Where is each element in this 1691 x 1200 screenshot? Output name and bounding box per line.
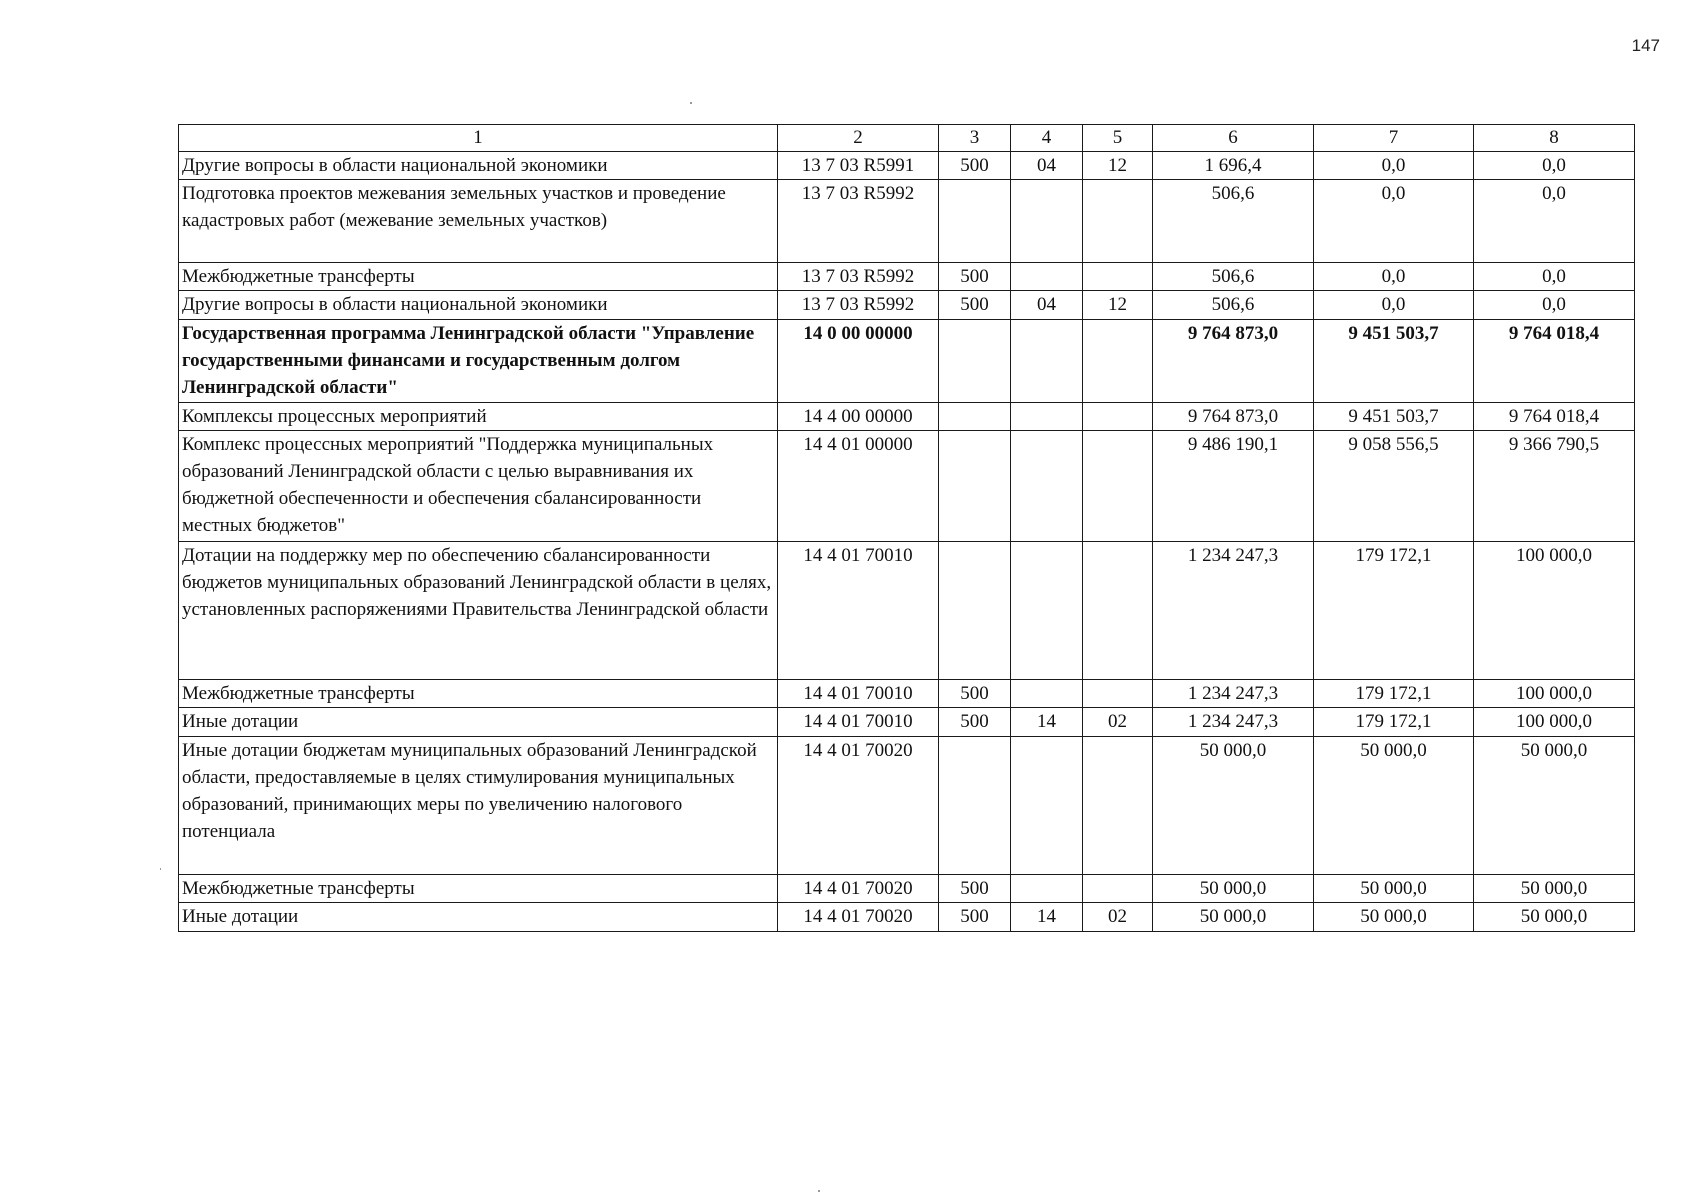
row-col5-cell [1083,542,1153,680]
table-row [179,403,1635,431]
row-name-cell: Другие вопросы в области национальной экономики [179,152,778,180]
row-col5-cell [1083,403,1153,431]
row-col3-cell [939,320,1011,403]
row-code-cell: 13 7 03 R5992 [778,180,939,263]
row-name-cell: Подготовка проектов межевания земельных участков и проведение кадастровых работ (межевание земельных участков) [179,180,778,263]
row-col4-cell [1011,403,1083,431]
row-code-cell: 14 0 00 00000 [778,320,939,403]
row-col8-cell: 9 764 018,4 [1474,403,1635,431]
row-col6-cell: 1 234 247,3 [1153,680,1314,708]
table-row [179,180,1635,263]
row-col7-cell: 0,0 [1314,291,1474,320]
row-code-cell: 14 4 00 00000 [778,403,939,431]
row-col5-cell [1083,680,1153,708]
row-code-cell: 13 7 03 R5992 [778,263,939,291]
header-cell: 6 [1153,125,1314,152]
row-col3-cell: 500 [939,263,1011,291]
row-col4-cell [1011,431,1083,542]
row-col7-cell: 9 058 556,5 [1314,431,1474,542]
row-col8-cell: 0,0 [1474,180,1635,263]
row-name-cell: Комплексы процессных мероприятий [179,403,778,431]
table-row [179,875,1635,903]
row-name-cell: Другие вопросы в области национальной экономики [179,291,778,320]
row-col6-cell: 1 234 247,3 [1153,708,1314,737]
row-code-cell: 14 4 01 70010 [778,542,939,680]
row-col7-cell: 0,0 [1314,152,1474,180]
row-code-cell: 13 7 03 R5991 [778,152,939,180]
row-col7-cell: 50 000,0 [1314,737,1474,875]
row-col8-cell: 9 366 790,5 [1474,431,1635,542]
row-col6-cell: 9 486 190,1 [1153,431,1314,542]
table-header-row [179,125,1635,152]
row-col4-cell [1011,542,1083,680]
row-col4-cell: 04 [1011,152,1083,180]
row-col8-cell: 0,0 [1474,152,1635,180]
row-col3-cell: 500 [939,680,1011,708]
row-name-cell: Дотации на поддержку мер по обеспечению сбалансированности бюджетов муниципальных образований Ленинградской области в целях, установленных распоряжениями Правительства Ленинградской области [179,542,778,680]
row-name-cell: Межбюджетные трансферты [179,263,778,291]
row-col8-cell: 100 000,0 [1474,708,1635,737]
row-col7-cell: 0,0 [1314,263,1474,291]
row-col7-cell: 50 000,0 [1314,875,1474,903]
table-body [179,125,1635,932]
header-cell: 5 [1083,125,1153,152]
row-col3-cell: 500 [939,152,1011,180]
row-col3-cell [939,180,1011,263]
row-name-cell: Государственная программа Ленинградской области "Управление государственными финансами и государственным долгом Ленинградской области" [179,320,778,403]
header-cell: 4 [1011,125,1083,152]
row-code-cell: 14 4 01 70010 [778,680,939,708]
row-code-cell: 14 4 01 00000 [778,431,939,542]
row-col3-cell [939,431,1011,542]
row-col6-cell: 506,6 [1153,263,1314,291]
row-name-cell: Межбюджетные трансферты [179,680,778,708]
row-col6-cell: 50 000,0 [1153,737,1314,875]
row-col8-cell: 100 000,0 [1474,542,1635,680]
table-row [179,320,1635,403]
row-col6-cell: 50 000,0 [1153,903,1314,932]
row-col5-cell [1083,180,1153,263]
row-col5-cell [1083,875,1153,903]
row-name-cell: Комплекс процессных мероприятий "Поддержка муниципальных образований Ленинградской области с целью выравнивания их бюджетной обеспеченности и обеспечения сбалансированности местных бюджетов" [179,431,778,542]
row-name-cell: Иные дотации [179,903,778,932]
row-col7-cell: 179 172,1 [1314,542,1474,680]
row-col8-cell: 0,0 [1474,291,1635,320]
row-col3-cell: 500 [939,903,1011,932]
row-col4-cell [1011,680,1083,708]
row-name-cell: Иные дотации бюджетам муниципальных образований Ленинградской области, предоставляемые в целях стимулирования муниципальных образований, принимающих меры по увеличению налогового потенциала [179,737,778,875]
row-col4-cell [1011,875,1083,903]
table-row [179,291,1635,320]
row-col5-cell: 12 [1083,291,1153,320]
row-col6-cell: 1 234 247,3 [1153,542,1314,680]
row-col3-cell [939,737,1011,875]
scan-speck [160,868,161,870]
row-col4-cell: 14 [1011,903,1083,932]
row-code-cell: 14 4 01 70010 [778,708,939,737]
row-col7-cell: 9 451 503,7 [1314,320,1474,403]
row-col4-cell: 14 [1011,708,1083,737]
row-col4-cell [1011,320,1083,403]
table-row [179,680,1635,708]
table-row [179,263,1635,291]
row-col7-cell: 50 000,0 [1314,903,1474,932]
row-col7-cell: 179 172,1 [1314,708,1474,737]
row-col6-cell: 506,6 [1153,180,1314,263]
table-row [179,152,1635,180]
row-col5-cell [1083,431,1153,542]
row-col8-cell: 9 764 018,4 [1474,320,1635,403]
row-col7-cell: 0,0 [1314,180,1474,263]
header-cell: 7 [1314,125,1474,152]
table-row [179,903,1635,932]
row-col5-cell [1083,737,1153,875]
row-col4-cell: 04 [1011,291,1083,320]
scan-speck [818,1190,820,1192]
row-col8-cell: 50 000,0 [1474,903,1635,932]
row-col4-cell [1011,263,1083,291]
row-col4-cell [1011,180,1083,263]
row-col8-cell: 0,0 [1474,263,1635,291]
header-cell: 3 [939,125,1011,152]
row-code-cell: 14 4 01 70020 [778,875,939,903]
row-col3-cell [939,403,1011,431]
row-col8-cell: 100 000,0 [1474,680,1635,708]
row-col8-cell: 50 000,0 [1474,875,1635,903]
page-number: 147 [1631,36,1660,55]
row-col6-cell: 1 696,4 [1153,152,1314,180]
row-name-cell: Межбюджетные трансферты [179,875,778,903]
row-name-cell: Иные дотации [179,708,778,737]
header-cell: 1 [179,125,778,152]
row-col5-cell: 02 [1083,708,1153,737]
row-code-cell: 14 4 01 70020 [778,737,939,875]
row-col5-cell: 12 [1083,152,1153,180]
table-row [179,431,1635,542]
row-col4-cell [1011,737,1083,875]
row-col3-cell: 500 [939,291,1011,320]
header-cell: 8 [1474,125,1635,152]
row-col7-cell: 179 172,1 [1314,680,1474,708]
row-col8-cell: 50 000,0 [1474,737,1635,875]
row-col6-cell: 9 764 873,0 [1153,320,1314,403]
table-row [179,542,1635,680]
row-col6-cell: 506,6 [1153,291,1314,320]
row-code-cell: 13 7 03 R5992 [778,291,939,320]
row-col5-cell [1083,263,1153,291]
row-col3-cell: 500 [939,708,1011,737]
table-row [179,737,1635,875]
row-col6-cell: 50 000,0 [1153,875,1314,903]
row-col3-cell: 500 [939,875,1011,903]
row-code-cell: 14 4 01 70020 [778,903,939,932]
table-row [179,708,1635,737]
row-col5-cell [1083,320,1153,403]
row-col3-cell [939,542,1011,680]
row-col6-cell: 9 764 873,0 [1153,403,1314,431]
budget-table [178,124,1635,932]
row-col7-cell: 9 451 503,7 [1314,403,1474,431]
scan-speck [690,102,692,104]
row-col5-cell: 02 [1083,903,1153,932]
header-cell: 2 [778,125,939,152]
